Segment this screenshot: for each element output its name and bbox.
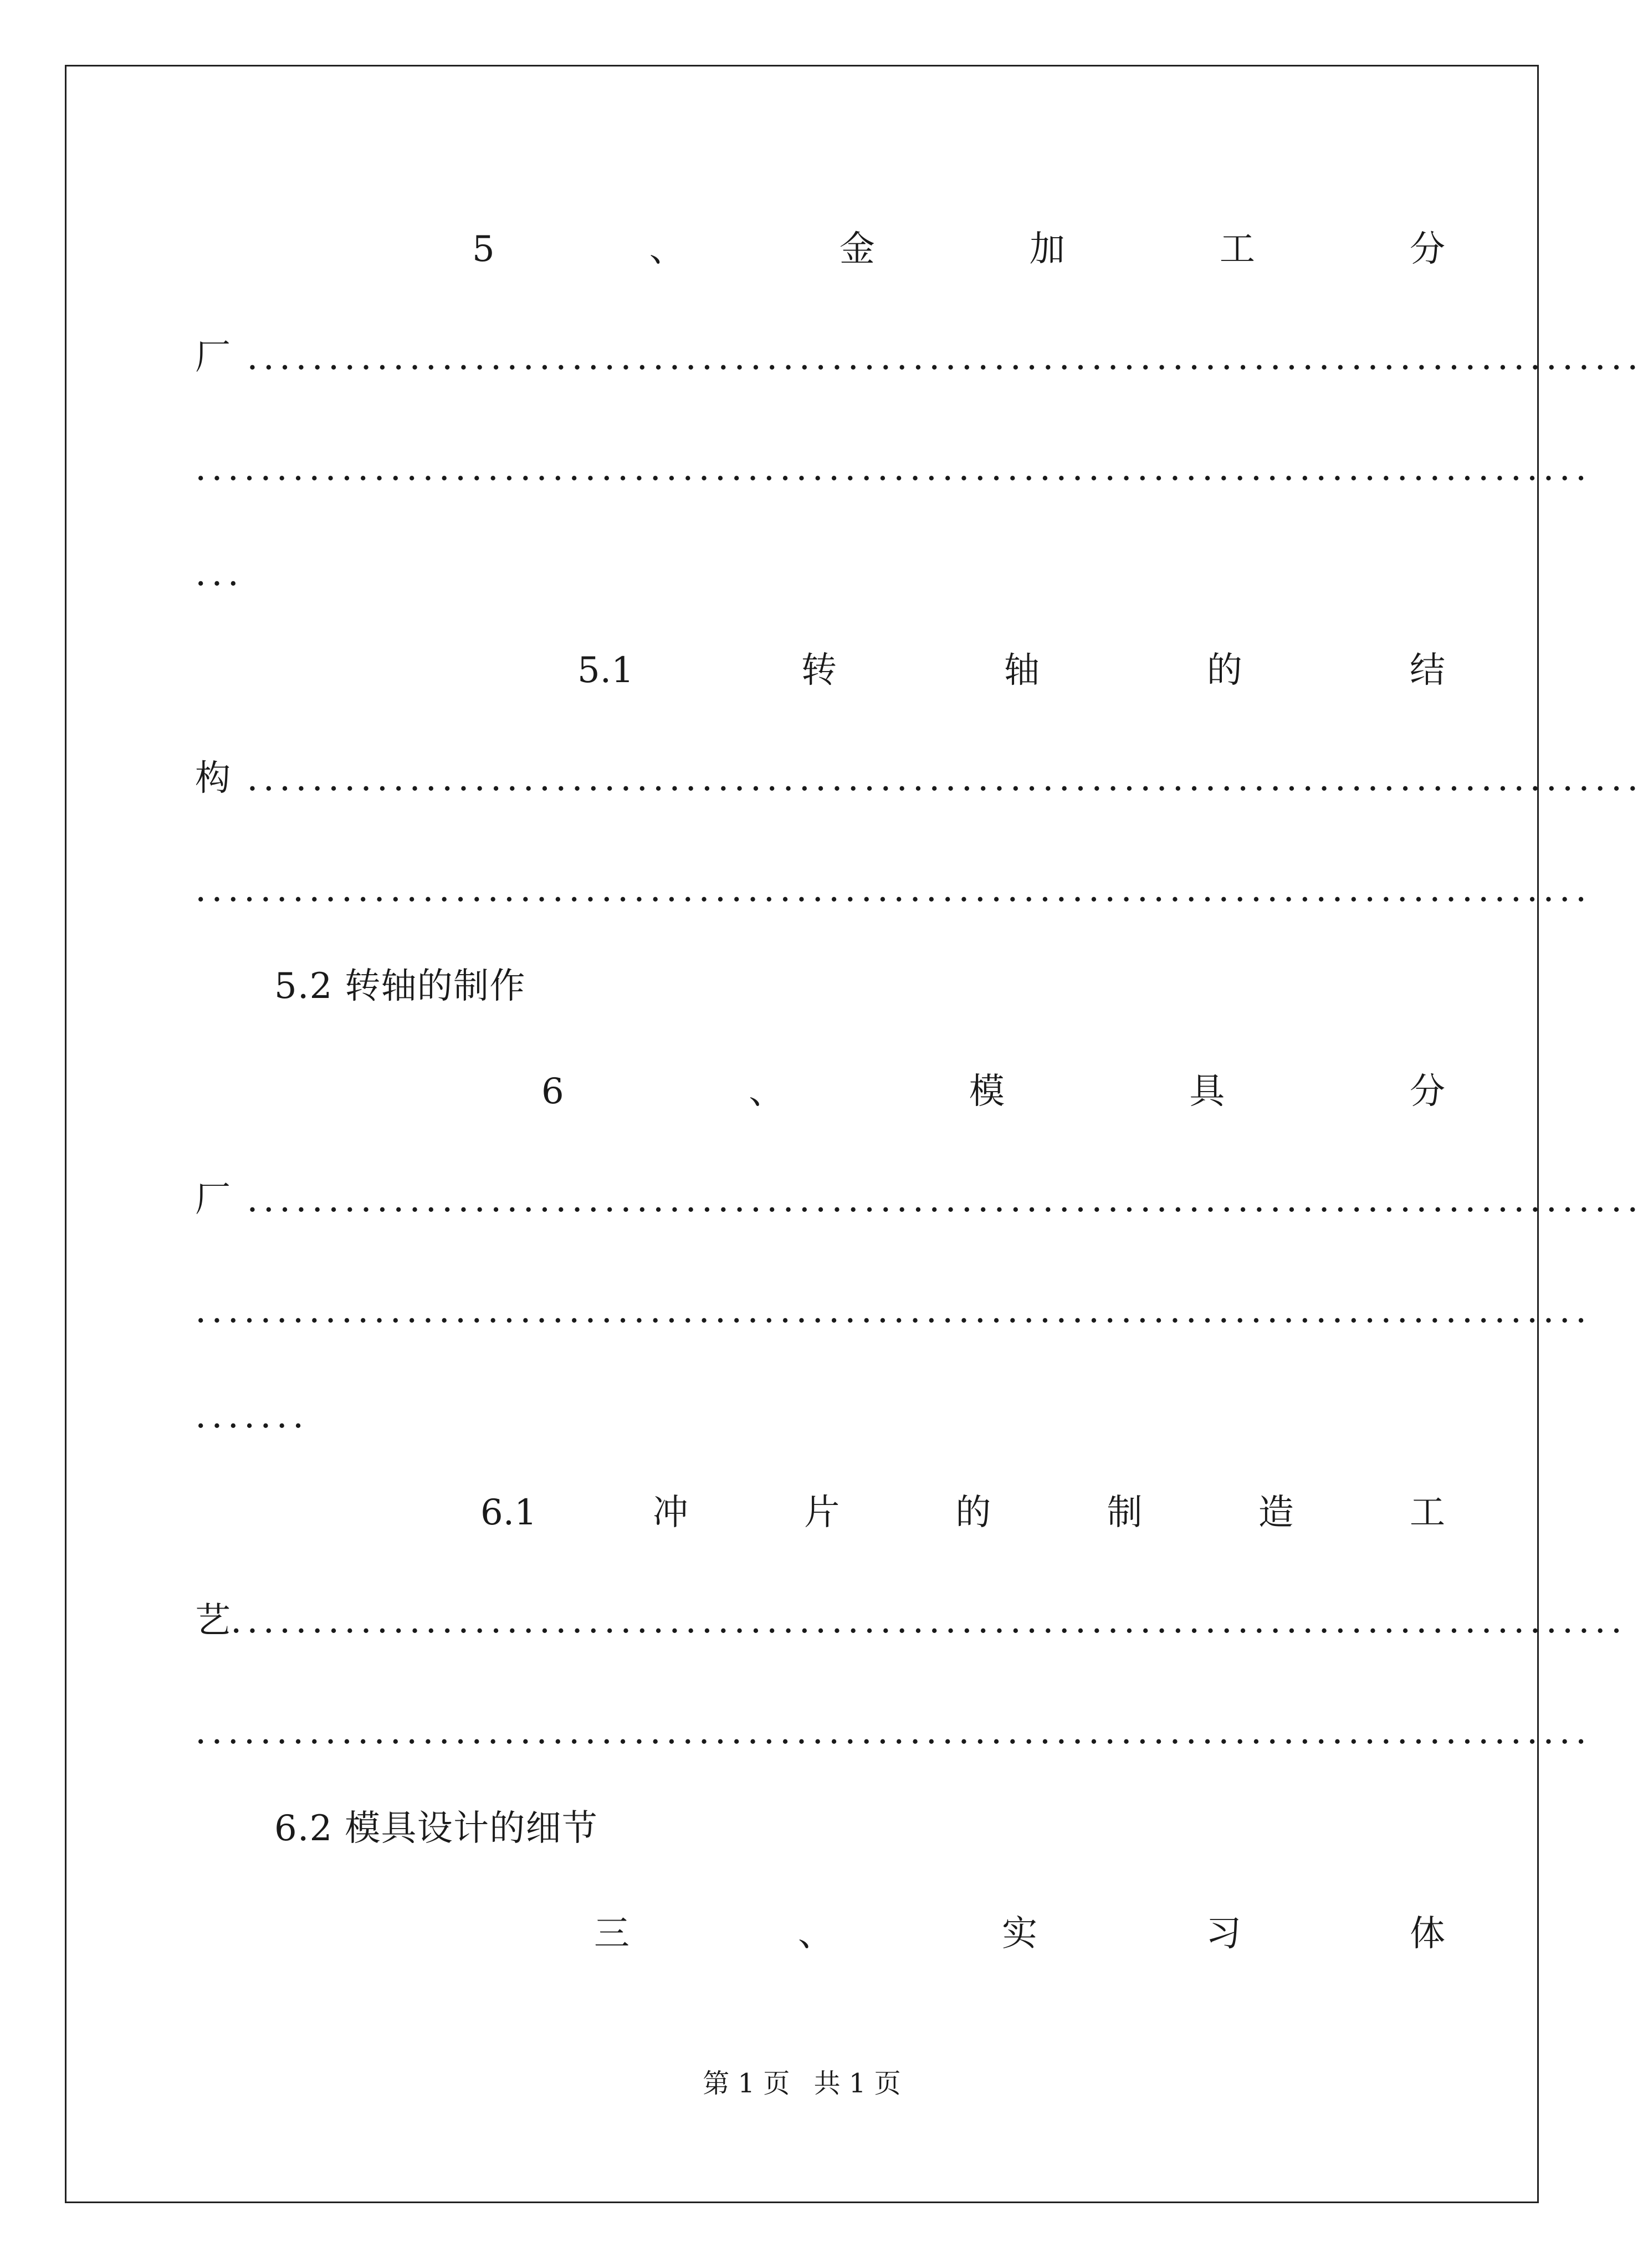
toc-char: 、 xyxy=(749,1071,785,1112)
toc-number: 6.1 xyxy=(480,1492,537,1533)
dot-leader: ...................................................................................... xyxy=(231,337,1643,378)
toc-number: 5.1 xyxy=(577,650,634,691)
toc-leader-6-1 xyxy=(195,1707,1592,1757)
toc-leader-6 xyxy=(195,1286,1592,1335)
toc-char: 、 xyxy=(649,229,685,270)
dot-leader: ... xyxy=(195,553,244,594)
dot-leader: ...................................................................................... xyxy=(195,1711,1592,1752)
toc-char: 模 xyxy=(969,1071,1005,1112)
toc-char: 、 xyxy=(798,1913,833,1954)
toc-char: 结 xyxy=(1409,650,1445,691)
toc-item-5-2[interactable]: 5.2 转轴的制作 xyxy=(274,966,526,1007)
toc-char: 体 xyxy=(1410,1913,1445,1954)
toc-char: 加 xyxy=(1029,229,1065,270)
toc-char: 分 xyxy=(1409,1071,1445,1112)
dot-leader: ...................................................................................... xyxy=(231,1600,1627,1641)
toc-heading-6[interactable] xyxy=(195,1067,1445,1117)
toc-char: 构 xyxy=(195,758,231,799)
toc-char: 工 xyxy=(1410,1492,1445,1533)
toc-char: 的 xyxy=(955,1492,991,1533)
dot-leader: ...................................................................................... xyxy=(195,1290,1592,1331)
toc-char: 三 xyxy=(594,1913,629,1954)
toc-char: 习 xyxy=(1206,1913,1241,1954)
toc-leader-6 xyxy=(195,1175,1643,1225)
toc-char: 艺 xyxy=(195,1600,231,1641)
toc-leader-5 xyxy=(195,332,1643,382)
dot-leader: ...................................................................................... xyxy=(231,758,1643,799)
toc-char: 厂 xyxy=(195,337,231,378)
page-border xyxy=(65,65,1592,2203)
toc-leader-5-1 xyxy=(195,754,1643,803)
toc-char: 分 xyxy=(1409,229,1445,270)
toc-char: 的 xyxy=(1206,650,1242,691)
toc-number: 6 xyxy=(541,1071,564,1112)
toc-leader-5 xyxy=(195,443,1592,493)
page-number: 第 1 页 xyxy=(703,2068,790,2099)
toc-leader-5-1 xyxy=(195,864,1592,914)
toc-char: 工 xyxy=(1219,229,1255,270)
toc-number: 5 xyxy=(472,229,495,270)
toc-item-6-2[interactable]: 6.2 模具设计的细节 xyxy=(274,1808,598,1849)
toc-heading-3[interactable] xyxy=(195,1909,1445,1959)
toc-char: 具 xyxy=(1189,1071,1225,1112)
toc-heading-5[interactable] xyxy=(195,224,1445,274)
toc-char: 转 xyxy=(801,650,837,691)
toc-leader-6 xyxy=(195,1391,1445,1441)
dot-leader: ...................................................................................... xyxy=(231,1179,1643,1220)
dot-leader: ....... xyxy=(195,1395,309,1436)
toc-heading-6-1[interactable] xyxy=(195,1488,1445,1538)
toc-leader-5 xyxy=(195,549,1445,598)
dot-leader: ...................................................................................... xyxy=(195,869,1592,910)
toc-char: 轴 xyxy=(1004,650,1040,691)
toc-char: 冲 xyxy=(652,1492,688,1533)
toc-char: 厂 xyxy=(195,1179,231,1220)
toc-char: 实 xyxy=(1002,1913,1037,1954)
toc-heading-5-1[interactable] xyxy=(195,646,1445,695)
toc-leader-6-1 xyxy=(195,1596,1627,1646)
dot-leader: ...................................................................................... xyxy=(195,448,1592,489)
toc-char: 片 xyxy=(804,1492,840,1533)
toc-char: 金 xyxy=(839,229,875,270)
toc-char: 造 xyxy=(1258,1492,1294,1533)
toc-char: 制 xyxy=(1107,1492,1143,1533)
page-total: 共 1 页 xyxy=(813,2068,901,2099)
page-footer xyxy=(0,2061,1604,2106)
